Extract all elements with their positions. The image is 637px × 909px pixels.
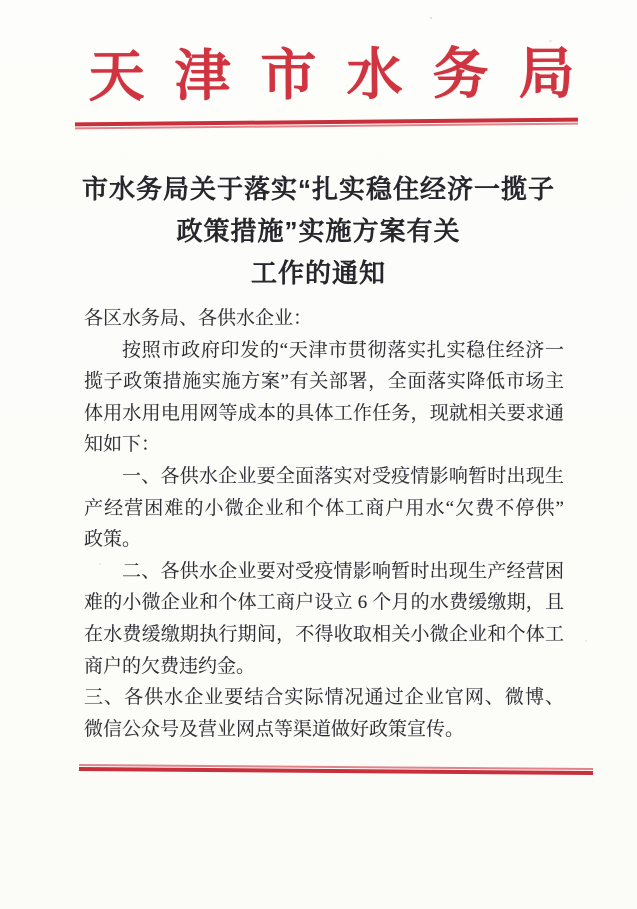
document-title xyxy=(0,168,637,294)
footer-rule xyxy=(79,764,593,775)
salutation-line: 各区水务局、各供水企业： xyxy=(84,308,313,329)
agency-name: 天津市水务局 xyxy=(88,43,605,109)
body-line: 产经营困难的小微企业和个体工商户用水“欠费不停供” xyxy=(84,497,564,519)
body-line: 揽子政策措施实施方案”有关部署，全面落实降低市场主 xyxy=(84,371,564,393)
scan-speck xyxy=(430,17,432,19)
body-line: 按照市政府印发的“天津市贯彻落实扎实稳住经济一 xyxy=(122,339,564,361)
body-line: 在水费缓缴期执行期间，不得收取相关小微企业和个体工 xyxy=(84,623,564,645)
body-line: 知如下： xyxy=(84,434,161,456)
body-line: 微信公众号及营业网点等渠道做好政策宣传。 xyxy=(84,718,465,740)
agency-masthead xyxy=(13,42,637,124)
title-line-3: 工作的通知 xyxy=(250,258,386,288)
scan-speck xyxy=(549,40,552,42)
body-line: 商户的欠费违约金。 xyxy=(84,655,256,677)
body-line: 政策。 xyxy=(84,529,142,551)
body-line: 体用水用电用网等成本的具体工作任务，现就相关要求通 xyxy=(84,402,564,424)
scan-speck xyxy=(99,563,101,565)
title-line-1: 市水务局关于落实“扎实稳住经济一揽子 xyxy=(81,174,555,204)
document-body xyxy=(84,303,564,745)
body-line: 一、各供水企业要全面落实对受疫情影响暂时出现生 xyxy=(122,465,564,487)
body-line: 三、各供水企业要结合实际情况通过企业官网、微博、 xyxy=(84,687,564,709)
scan-speck xyxy=(585,640,587,642)
body-line: 难的小微企业和个体工商户设立 6 个月的水费缓缴期，且 xyxy=(84,592,564,614)
title-line-2: 政策措施”实施方案有关 xyxy=(176,216,461,246)
body-line: 二、各供水企业要对受疫情影响暂时出现生产经营困 xyxy=(122,560,564,582)
